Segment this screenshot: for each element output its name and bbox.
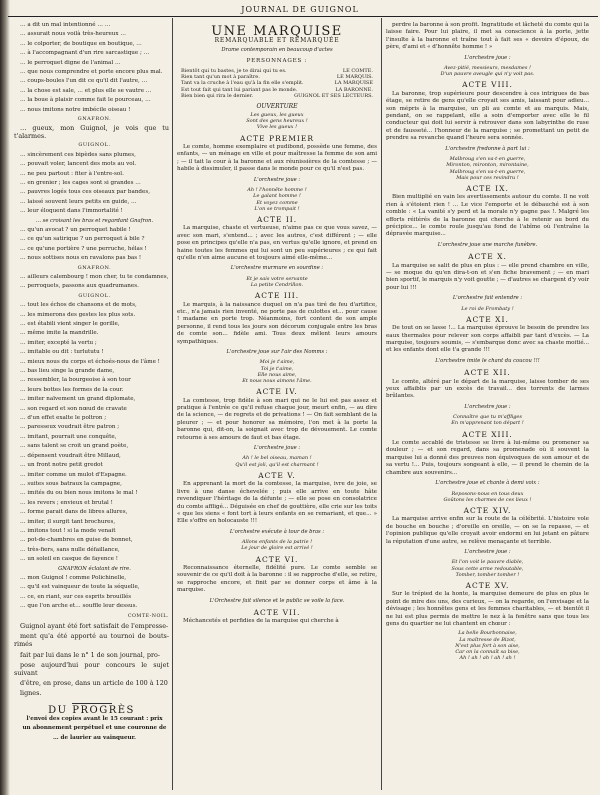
cast-role: LE MARQUIS. [336, 74, 373, 81]
column-divider-1 [172, 18, 173, 790]
text-line: … la chose est sale, … et plus elle se vautre … [20, 87, 152, 94]
text-line: … nous imitons notre imbécile oiseau ! [20, 106, 131, 113]
text-line: pose aujourd'hui pour concours le sujet suivant [14, 660, 169, 678]
act-text: La baronne, trop supérieure pour descendre à ces intrigues de bas étage, se retire de gens qu'elle croyait ses amis, laissant pour adieu... son mépris à la marquise, un pli au comte et au marquis. Mais, pendant, on se rappelant, elle a soin d'emporter avec elle le fil conducteur qui doit lui servir à retrouver dans son labyrinthe de ruse et de fausseté... l'honneur de la marquise ; se promettant un petit de prendre sa revanche quand l'heure sera sonnée. [386, 90, 589, 142]
contest-notice [14, 622, 169, 698]
song-verse [386, 306, 589, 312]
song-line: Allons enfants de la patrie ! [241, 539, 313, 546]
song-line: Goûtons les charmes de ces lieux ! [443, 496, 532, 503]
act-text: Méchancetés et perfidies de la marquise qui cherche à [183, 618, 339, 625]
text-line: … en grenier ; les cages sont si grandes … [20, 179, 141, 186]
text-line: … coups-boules l'un dit ce qu'il dit l'autre, … [20, 78, 148, 85]
verse-line: … est étabili vient singer le gorille, [20, 321, 120, 327]
progres-title: DU PROGRÈS [48, 704, 135, 716]
verse-line: … les revers ; envieux et brutal ! [20, 499, 113, 506]
ouverture-title: OUVERTURE [256, 102, 298, 110]
verse-line: … pot-de-chambres en guise de bonnet, [20, 537, 133, 544]
song-line: Et voyez comme [256, 199, 298, 206]
text-line: … ce qu'une portière ? une perruche, hélas ! [20, 245, 147, 252]
text-line: … ne peu partout : fiter à l'entre-sol. [20, 170, 124, 177]
act-title: ACTE XIII. [462, 429, 513, 439]
text-line: … ce, en riant, sur ces esprits brouillés [20, 593, 132, 600]
song-line: Qu'il est joli, qu'il est charmant ! [235, 461, 319, 468]
column-middle [177, 22, 377, 792]
text-line: … la boue à plaisir comme fait le pourceau, … [20, 97, 151, 104]
act-text: Reconnaissance éternelle, fidélité pure. Le comte semble se souvenir de ce qu'il doit à la baronne : il se rapproche d'elle, se retire, se rapproche encore, et finit par se donner corps et âme à la marquise. [177, 564, 377, 594]
song-verse [177, 539, 377, 551]
text-line: fait par lui dans le n° 1 de son journal, pro- [20, 650, 161, 659]
act-title: ACTE XIV. [463, 505, 512, 515]
text-line: … à l'accompagnant d'un rire sarcastique ; … [20, 50, 150, 57]
song-verse [177, 359, 377, 384]
verse-line: … imitant, pourrait une conquête, [20, 433, 117, 440]
song-line: La belle Bourbonnaise, [458, 630, 517, 637]
text-line: … gueux, mon Guignol, je vois que tu t'alarmes. [14, 124, 169, 140]
text-line: … que l'on arche et… souffle leur dessus. [20, 603, 138, 610]
song-line: Et je sais votre servante [246, 275, 308, 282]
text-line: … que nous comprendre et porte encore plus mal. [20, 69, 163, 76]
song-verse [177, 187, 377, 212]
act-text: De tout on se lasse !... La marquise éprouve le besoin de prendre les eaux thermales pour relever son corps affaibli par tant d'excès. — La marquise, toujours soumis, — s'embarque donc avec sa chaste moitié... et les enfants dont elle t'a grande !!! [386, 325, 589, 354]
act-text: La marquise, chaste et vertueuse, n'aime pas ce que vous savez, — avec son mari, s'entend... ; avec les autres, c'est différent ; — elle pose en principes qu'elle n'a pas, en vertus qu'elle ignore, et prend en haine toutes les femmes qui lui sont un peu supérieures ; ce qui fait qu'elle n'en aime aucune et toujours aimé elle-même... [177, 225, 377, 261]
text-line: … pauvres logés tous ces oiseaux par bandes, [20, 189, 150, 196]
verse-line: … forme parait dans de libres allures, [20, 509, 128, 516]
song-line: La maîtresse de Bizot, [459, 636, 516, 643]
speaker-label: GUIGNOL. [78, 142, 111, 149]
verse-block [14, 302, 169, 563]
cast-role: GUIGNOL ET SES LECTEURS. [294, 93, 373, 100]
verse-line: … dépensent voudrait être Millaud, [20, 452, 121, 459]
text-line: lignes. [20, 689, 42, 698]
act-title: ACTE III. [254, 291, 300, 301]
song-line: Le roi de Frombaty ! [461, 305, 514, 312]
act-text: Bien multiplié en vain les avertissements autour du comte. Il ne voit rien à s'étoient rien ! ... Le vice l'emporte et le débauché est à son comble : « La vanité s'y perd et la morale n'y gagne pas !. Malgré les efforts réitérés de la baronne qui cherche à le retenir au bord du précipice... le comte roule jusqu'au fond de l'abîme où l'entraîne la dépravée marquise... [386, 194, 589, 238]
act-text: Le marquis, à la naissance duquel on n'a pas tiré de feu d'artifice, etc., n'a jamais rien inventé, ne porte pas de culottes et... pour cause ! madame en porte trop. Néanmoins, fort content de son ample personne, il rend tous les jours son décorum conjugale entre les bras de comte son... fidèle ami. Tous deux mêlent leurs amours sympathiques. [177, 301, 377, 345]
verse-line: … les mimerons des gestes les plus sots. [20, 311, 136, 318]
stage-direction: GNAFRON éclatant de rire. [58, 565, 131, 572]
act-title: ACTE XV. [465, 580, 510, 590]
cast-desc: Bientôt qui tu bastes, je te dirai qui tu es. [181, 67, 287, 74]
song-line: Sont des gens heureux ! [246, 118, 308, 125]
column-divider-2 [381, 18, 382, 790]
header-rule [8, 16, 598, 17]
text-line: … ce qu'un satirique ? un perroquet à bile ? [20, 236, 145, 243]
stage-direction: L'orchestre joue : [464, 403, 511, 410]
cast-row [181, 93, 373, 99]
stage-direction: L'orchestre joue et chante à demi voix : [435, 480, 540, 487]
stage-direction: L'orchestre joue : [464, 548, 511, 555]
verse-line: … imiter comme un mulot d'Espagne. [20, 471, 127, 478]
text-line: … mon Guignol ! comme Polichinelle, [20, 574, 127, 581]
song-line: Sous cette arme redoutable, [451, 565, 524, 572]
song-line: Connaître que tu m'affliges [453, 414, 522, 421]
cast-desc: Est tout fait qui tant lui pariant pas le monde. [181, 86, 298, 93]
act-text: Le comte, altéré par le départ de la marquise, laisse tomber de ses yeux affaiblis par un excès de travail... des torrents de larmes brûlantes. [386, 378, 589, 400]
stage-direction: L'orchestre fait entendre : [452, 295, 523, 302]
article-deck: Drame contemporain en beaucoup d'actes [221, 46, 333, 53]
text-line: … perroquets, passons aux quadrumanes. [20, 283, 139, 290]
article-title: UNE MARQUISE [211, 24, 343, 39]
text-line: … laissé souvent leurs petits en guide, … [20, 198, 137, 205]
act-text: La marquise arrive enfin sur la route de la célébrité. L'histoire vole de bouche en bouche ; d'oreille en oreille, — on se la repasse, — et l'opinion publique qu'elle croyait avoir endormi en lui jetant en pâture la réputation d'une autre, se relève menaçante et terrible. [386, 516, 589, 545]
verse-line: … imiter, excepté la vertu ; [20, 339, 97, 346]
song-line: Et l'on voit le pauvre diable, [451, 559, 524, 566]
verse-line: … mieux nous du corps et échoés-nous de l'âme ! [20, 358, 160, 365]
act-title: ACTE IV. [256, 387, 298, 397]
stage-direction: … se croisant les bras et regardant Gnafron. [35, 217, 154, 224]
personnages-title: PERSONNAGES : [246, 58, 308, 65]
song-line: Elle nous aime, [257, 371, 297, 378]
act-text: Le comte, homme exemplaire et pudibond, possède une femme, des enfants, — un ménage en ville et pour maîtresse la femme de son ami ; — il tait la cour à la baronne et aux réunissières de la comtesse ; — habile à dissimuler, il passe dans le monde pour ce qu'il n'est pas. [177, 144, 377, 173]
song-line: N'est plus fort à son aise, [455, 642, 520, 649]
cast-role: LE COMTE. [342, 67, 373, 74]
text-line: … le colporter, de boutique en boutique, … [20, 40, 142, 47]
speaker-label: GUIGNOL. [78, 292, 111, 299]
verse-line: … tout les échos de chansons et de mots, [20, 302, 137, 309]
stage-direction: L'orchestre imite le chant du coucou !!! [435, 357, 540, 364]
song-line: Toi je t'aime, [260, 365, 294, 372]
text-line: un abonnement perpétuel et une couronne de [22, 725, 167, 732]
song-verse [386, 630, 589, 661]
song-verse [386, 65, 589, 77]
act-title: ACTE VI. [255, 554, 299, 564]
verse-line: … un front notre petit gredot [20, 462, 103, 469]
text-line: … assurait nous voilà très-heureux … [20, 31, 126, 38]
verse-line: … leurs bottes les formes de la cour. [20, 386, 124, 393]
song-line: Tomber, tomber tomber ! [455, 571, 520, 578]
act-text: perdre la baronne à son profit. Ingratitude et lâcheté du comte qui la laisse faire. Pour lui plaire, il met sa conscience à la porte, jette l'insulte à la baronne et traîne tout à fait ses « devoirs d'époux, de père, d'ami et « d'honnête homme ! » [386, 22, 589, 51]
song-verse [386, 414, 589, 426]
verse-line: … d'un effet exalte le poltron ; [20, 415, 107, 422]
song-verse [386, 559, 589, 578]
song-line: Le jour de gloire est arrivé ! [241, 545, 313, 552]
stage-direction: L'orchestre fredonne à part lui : [445, 145, 530, 152]
verse-line: … imitable ou dit : turlututu ! [20, 349, 104, 356]
song-verse [177, 455, 377, 467]
verse-line: … imiter, il surgit tant brochures, [20, 518, 116, 525]
song-line: Avez-pitié, messieurs, mesdames ! [443, 65, 532, 72]
act-title: ACTE VIII. [462, 80, 513, 90]
speaker-label: GNAFRON. [77, 116, 112, 123]
book-binding-shadow [0, 0, 10, 795]
song-line: Car on la connaît sa bise, [455, 649, 520, 656]
act-text: La comtesse, trop fidèle à son mari qui ne le lui est pas assez et pratique à l'entrée ce qu'il refuse chaque jour, meurt enfin, — au dire de la science, — de regrets et de privations ! — On fait semblant de la pleurer ; — et pour honorer sa mémoire, l'on met à la porte la baronne qui, dit-on, la soignait avec trop de dévouement. Le comte retourne à ses amours de faut et bas étage. [177, 397, 377, 441]
act-title: ACTE X. [468, 252, 507, 262]
song-line: Ah ! ah ! ah ! ah ! ah ! [459, 655, 516, 662]
song-line: En m'apprenant ton départ ! [451, 420, 524, 427]
cast-desc: Bien bien qui rira le dernier. [181, 93, 254, 100]
column-left [14, 22, 169, 792]
signature: COMTE-NOIL. [127, 613, 169, 619]
verse-line: … son regard et son nœud de cravate [20, 405, 127, 412]
act-text: La marquise se salit de plus en plus : — elle prend chambre en ville, — se moque du qu'en dira-t-on et s'en fiche bravement ; — en mari bien sportif, le marquis n'y voit goutte ; — d'autres se chargent d'y voir pour lui !!! [386, 262, 589, 291]
song-line: Moi je t'aime, [259, 359, 295, 366]
song-line: Mais pour ces revindru ! [456, 174, 519, 181]
cast-desc: Rien tant qu'un mot à paraître. [181, 74, 260, 81]
text-line: l'envoi des copies avant le 15 courant : prix [26, 716, 163, 723]
cast-desc: Tant va la cruche à l'eau qu'à la fin elle s'emplit. [181, 80, 304, 87]
stage-direction: L'orchestre exécute à tour de bras : [229, 528, 325, 535]
cast-role: LA BARONNE. [335, 86, 373, 93]
act-title: ACTE VII. [253, 607, 301, 617]
stage-direction: L'orchestre joue : [464, 54, 511, 61]
song-line: Les gueux, les gueux [250, 112, 304, 119]
article-subtitle: REMARQUABLE ET REMARQUÉE [214, 37, 340, 45]
verse-line: … un soleil en casque de fayence ! [20, 556, 118, 563]
stage-direction: L'orchestre joue : [253, 176, 301, 183]
verse-line: … bas lieu singe la grande dame, [20, 368, 115, 375]
song-line: Reposons-nous en tous deux [451, 490, 524, 497]
running-header: JOURNAL DE GUIGNOL [241, 5, 359, 14]
text-line: ment qu'a été apporté au tournoi de bouts-rimés [14, 632, 169, 649]
verse-line: … sans talent se croit un grand poète, [20, 443, 129, 450]
stage-direction: L'orchestre joue : [253, 445, 301, 452]
song-line: Vive les gueux ! [256, 124, 298, 131]
stage-direction: L'orchestre murmure en sourdine : [230, 265, 324, 272]
stage-direction: L'orchestre joue une marche funèbre. [437, 241, 538, 248]
verse-line: … imités du ou bien nous imitons le mal ! [20, 490, 138, 497]
song-line: L'on se trompait ! [254, 205, 300, 212]
text-line: d'être, en prose, dans un article de 100 à 120 [20, 679, 168, 688]
song-line: Mironton, mironton, mirontaine, [446, 162, 529, 169]
text-line: Guignol ayant été fort satisfait de l'empresse- [20, 622, 169, 630]
verse-line: … très-fiers, sans nulle défaillance, [20, 546, 120, 553]
act-title: ACTE II. [256, 214, 298, 224]
verse-line: … paresseux voudrait être patron ; [20, 424, 120, 431]
song-line: Ah ! l'honnête homme ! [247, 187, 307, 194]
song-line: La petite Cendrillon. [250, 281, 304, 288]
verse-line: … imiter naïvement un grand diplomate, [20, 396, 136, 403]
text-line: … leur éloquent dans l'immortalité ! [20, 208, 123, 215]
text-line: … le perroquet digne de l'animal … [20, 59, 121, 66]
act-title: ACTE V. [258, 470, 296, 480]
verse-line: … suites sous batraux la campagne, [20, 480, 122, 487]
verse-line: … ressembler, la bourgeoise à son tour [20, 377, 131, 384]
cast-list [181, 68, 373, 100]
song-line: Et nous nous aimons l'âme. [242, 378, 312, 385]
song-line: D'un pauvre aveugle qui n'y voit pas. [440, 71, 535, 78]
divider [72, 703, 112, 704]
song-line: Malbroug s'en va-t-en guerre, [449, 168, 526, 175]
act-title: ACTE XII. [464, 368, 511, 378]
text-line: … ailleurs calembourg ! mon cher, tu te condamnes, [20, 273, 169, 280]
act-title: ACTE XI. [466, 314, 509, 324]
act-text: Le comte accablé de tristesse se livre à lui-même ou promener sa douleur ; — et son regard, dans sa promenade où il souvent la marquise lui a donné des preuves non équivoques de son amour et de sa vertu !... Puis, toujours songeant à elle, — il prend le chemin de la chambre aux souvenirs... [386, 440, 589, 476]
stage-direction: L'Orchestre fait silence et le public se voile la face. [209, 597, 345, 604]
text-line: … qu'il est vainqueur de toute la séquelle, [20, 584, 140, 591]
song-verse [177, 112, 377, 131]
stage-direction: L'orchestre joue sur l'air des Nomms : [226, 349, 328, 356]
act-text: En apprenant la mort de la comtesse, la marquise, ivre de joie, se livre à une danse échevelée ; puis elle arrive en toute hâte revendiquer l'héritage de la défunte ; — elle se pose en consolatrice du comte affligé... Déguisée en chef de gouttière, elle crie sur les toits « que les siens « font tort à leurs enfants en se remariant, et que... » Elle s'offre en holocauste !!! [177, 481, 377, 525]
song-verse [386, 156, 589, 181]
text-line: … a dit un mal intentionné … … [20, 22, 111, 28]
text-line: … sincèrement ces bipèdes sans plumes, [20, 151, 136, 158]
act-title: ACTE PREMIER [240, 133, 314, 143]
cast-role: LA MARQUISE [334, 80, 373, 87]
text-line: … de laurier au vainqueur. [53, 734, 136, 741]
speaker-label: GNAFRON. [77, 264, 112, 271]
column-right [386, 22, 589, 792]
song-verse [177, 276, 377, 288]
song-line: Ah ! le bel oiseau, maman ! [242, 455, 312, 462]
act-title: ACTE IX. [466, 183, 509, 193]
text-line: … nous sottises nous en ravalons pas bas ! [20, 255, 142, 262]
text-line: … pouvait voler, lancent des mots au vol. [20, 161, 137, 168]
song-verse [386, 491, 589, 503]
verse-line: … même imite la mandrille. [20, 330, 99, 337]
song-line: Malbroug s'en va-t-en guerre, [449, 156, 526, 163]
song-line: Le galant homme ! [253, 193, 301, 200]
act-text: Sur le trépied de la honte, la marquise demeure de plus en plus le point de mire des uns, des curieux, — on la regarde, on l'envisage et la dévisage ; les honnêtes gens et les femmes charitables, — et bientôt il ne lui est plus permis de mettre le nez à la fenêtre sans que tous les gens du quartier ne lui chantent en chœur : [386, 591, 589, 627]
text-line: … qu'un avocat ? un perroquet habile ! [20, 226, 131, 233]
verse-line: … imitons tout ! si la mode venait [20, 527, 116, 534]
